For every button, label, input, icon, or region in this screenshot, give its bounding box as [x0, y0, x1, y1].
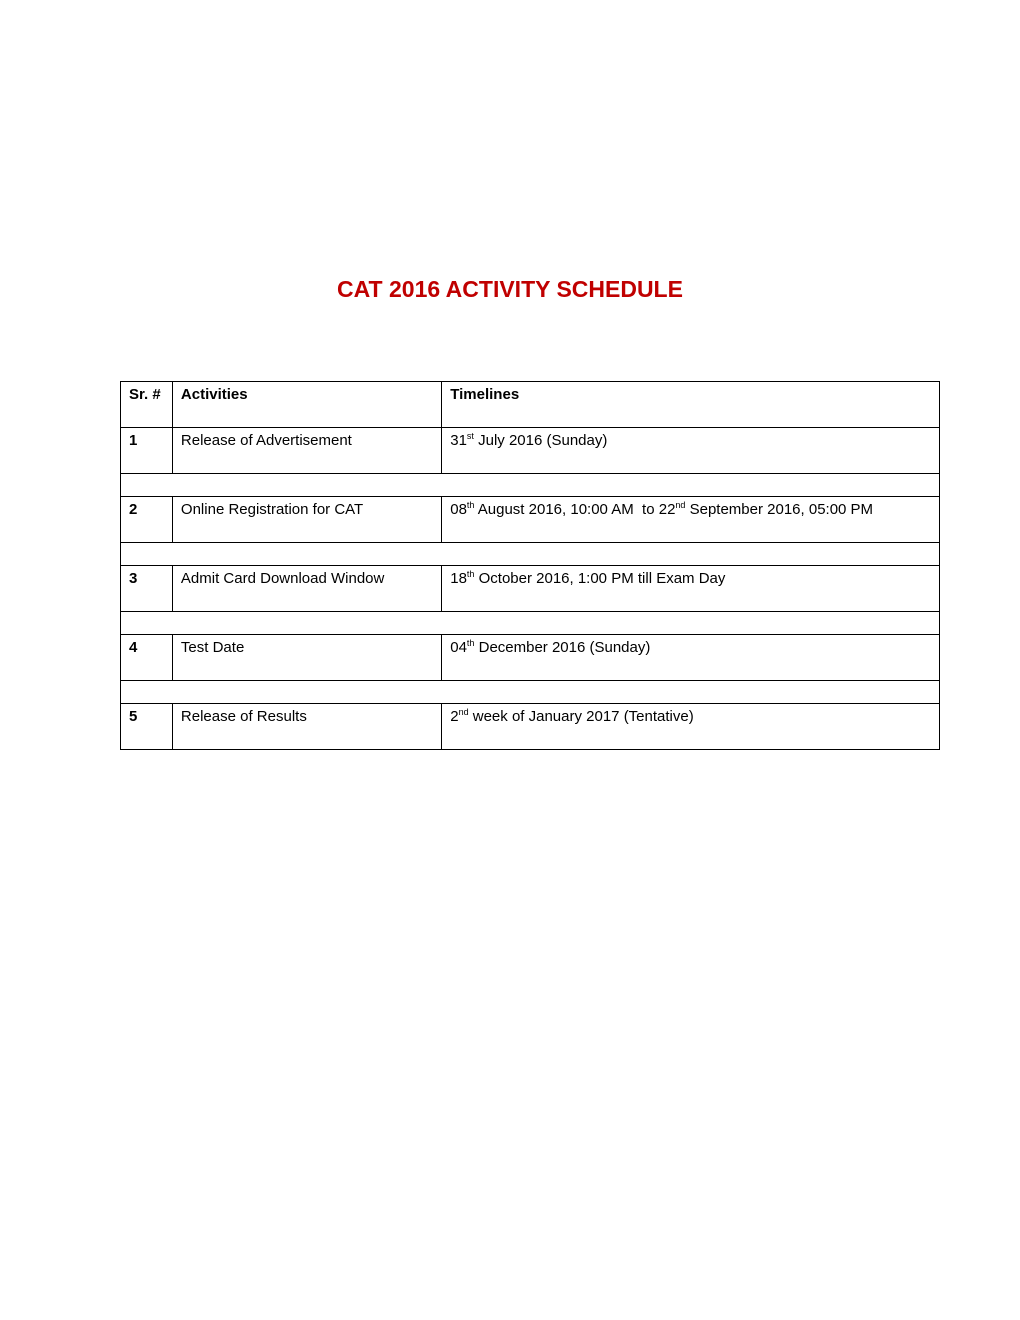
row-sr: 4 [121, 635, 173, 681]
row-activity: Release of Results [172, 704, 441, 750]
table-row [121, 704, 940, 750]
header-sr: Sr. # [121, 382, 173, 428]
page-title: CAT 2016 ACTIVITY SCHEDULE [337, 276, 683, 302]
table-row [121, 635, 940, 681]
activity-schedule-table [120, 381, 940, 750]
spacer-row [121, 612, 940, 635]
row-sr: 1 [121, 428, 173, 474]
row-timeline: 08th August 2016, 10:00 AM to 22nd September 2016, 05:00 PM [442, 497, 940, 543]
spacer-row [121, 543, 940, 566]
table-row [121, 428, 940, 474]
header-timelines: Timelines [442, 382, 940, 428]
row-timeline: 04th December 2016 (Sunday) [442, 635, 940, 681]
row-timeline: 31st July 2016 (Sunday) [442, 428, 940, 474]
table-row [121, 566, 940, 612]
header-activities: Activities [172, 382, 441, 428]
row-sr: 3 [121, 566, 173, 612]
row-sr: 5 [121, 704, 173, 750]
table-row [121, 497, 940, 543]
row-timeline: 18th October 2016, 1:00 PM till Exam Day [442, 566, 940, 612]
row-timeline: 2nd week of January 2017 (Tentative) [442, 704, 940, 750]
row-activity: Test Date [172, 635, 441, 681]
row-activity: Online Registration for CAT [172, 497, 441, 543]
spacer-row [121, 474, 940, 497]
row-activity: Admit Card Download Window [172, 566, 441, 612]
spacer-row [121, 681, 940, 704]
row-sr: 2 [121, 497, 173, 543]
row-activity: Release of Advertisement [172, 428, 441, 474]
table-header-row [121, 382, 940, 428]
